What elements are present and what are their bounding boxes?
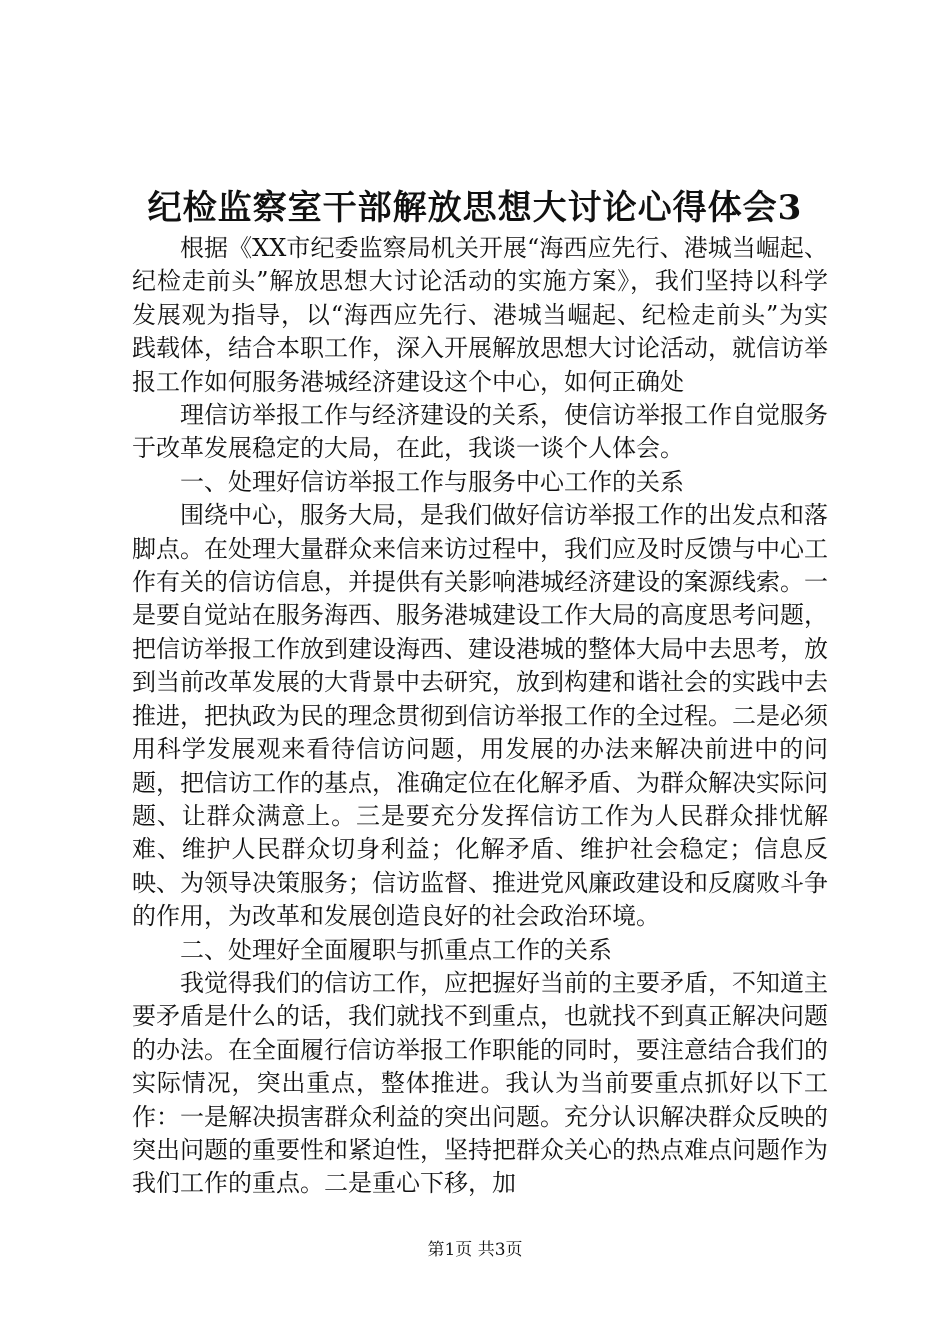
section-heading-1: 一、处理好信访举报工作与服务中心工作的关系 (180, 467, 684, 496)
paragraph-section-1: 围绕中心，服务大局，是我们做好信访举报工作的出发点和落脚点。在处理大量群众来信来访过程中，我们应及时反馈与中心工作有关的信访信息，并提供有关影响港城经济建设的案源线索。一是要自觉站在服务海西、服务港城建设工作大局的高度思考问题，把信访举报工作放到建设海西、建设港城的整体大局中去思考，放到当前改革发展的大背景中去研究，放到构建和谐社会的实践中去推进，把执政为民的理念贯彻到信访举报工作的全过程。二是必须用科学发展观来看待信访问题，用发展的办法来解决前进中的问题，把信访工作的基点，准确定位在化解矛盾、为群众解决实际问题、让群众满意上。三是要充分发挥信访工作为人民群众排忧解难、维护人民群众切身利益；化解矛盾、维护社会稳定；信息反映、为领导决策服务；信访监督、推进党风廉政建设和反腐败斗争的作用，为改革和发展创造良好的社会政治环境。 (132, 501, 828, 931)
paragraph-intro-continued: 理信访举报工作与经济建设的关系，使信访举报工作自觉服务于改革发展稳定的大局，在此，我谈一谈个人体会。 (132, 401, 828, 463)
document-body (132, 232, 828, 1201)
document-title: 纪检监察室干部解放思想大讨论心得体会3 (147, 188, 803, 228)
paragraph-intro: 根据《XX市纪委监察局机关开展“海西应先行、港城当崛起、纪检走前头”解放思想大讨论活动的实施方案》，我们坚持以科学发展观为指导，以“海西应先行、港城当崛起、纪检走前头”为实践载体，结合本职工作，深入开展解放思想大讨论活动，就信访举报工作如何服务港城经济建设这个中心，如何正确处 (132, 234, 828, 396)
page-footer: 第1页 共3页 (427, 1240, 523, 1260)
paragraph-section-2: 我觉得我们的信访工作，应把握好当前的主要矛盾，不知道主要矛盾是什么的话，我们就找不到重点，也就找不到真正解决问题的办法。在全面履行信访举报工作职能的同时，要注意结合我们的实际情况，突出重点，整体推进。我认为当前要重点抓好以下工作：一是解决损害群众利益的突出问题。充分认识解决群众反映的突出问题的重要性和紧迫性，坚持把群众关心的热点难点问题作为我们工作的重点。二是重心下移，加 (132, 968, 828, 1198)
section-heading-2: 二、处理好全面履职与抓重点工作的关系 (180, 935, 612, 964)
